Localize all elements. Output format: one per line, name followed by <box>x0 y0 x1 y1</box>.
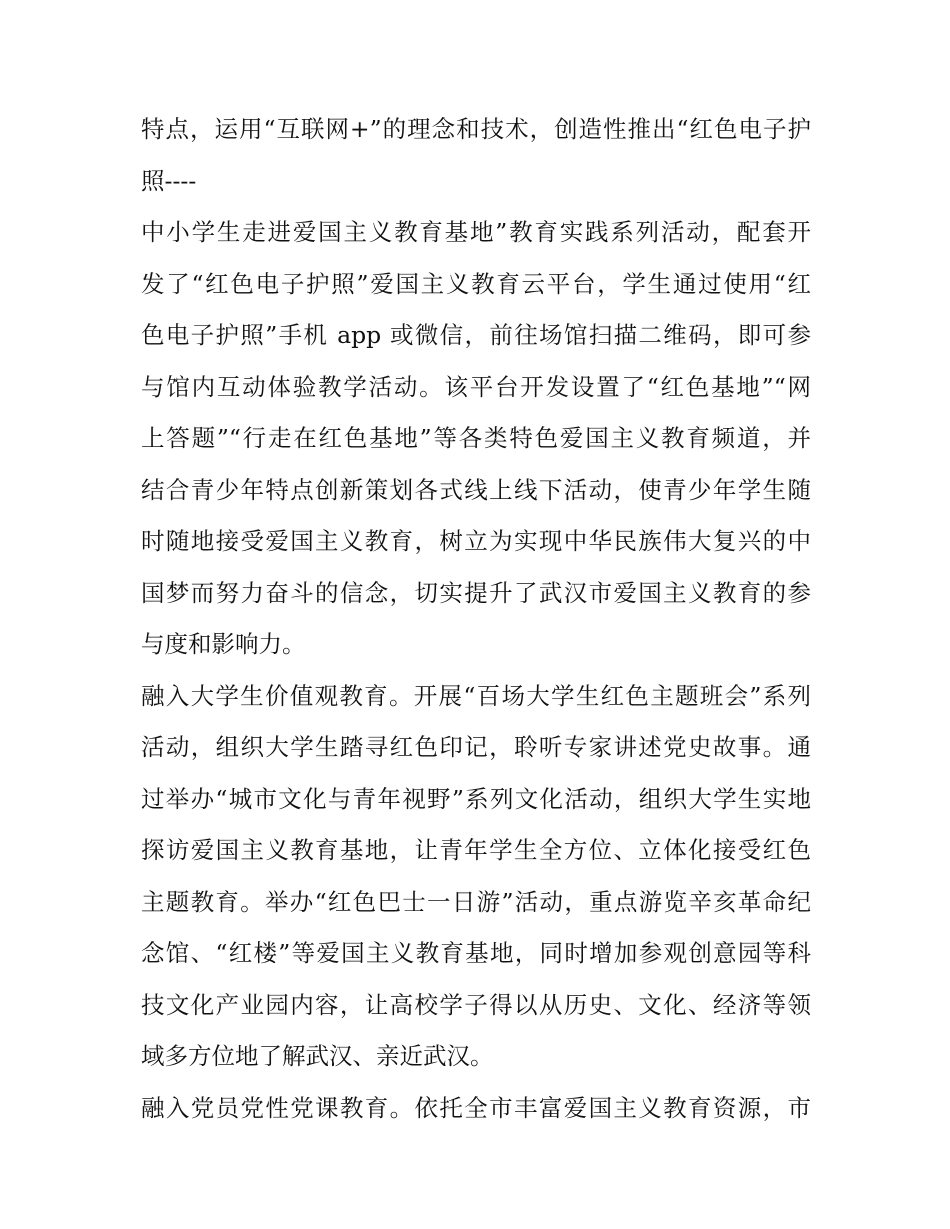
text-line: 与馆内互动体验教学活动。该平台开发设置了“红色基地”“网 <box>141 372 811 401</box>
text-line: 结合青少年特点创新策划各式线上线下活动，使青少年学生随 <box>141 475 811 504</box>
text-line: 国梦而努力奋斗的信念，切实提升了武汉市爱国主义教育的参 <box>141 578 811 607</box>
text-line: 念馆、“红楼”等爱国主义教育基地，同时增加参观创意园等科 <box>141 939 811 967</box>
text-line: 技文化产业园内容，让高校学子得以从历史、文化、经济等领 <box>141 990 811 1019</box>
text-line: 过举办“城市文化与青年视野”系列文化活动，组织大学生实地 <box>141 784 811 813</box>
text-line: 与度和影响力。 <box>141 630 306 658</box>
text-line: 融入大学生价值观教育。开展“百场大学生红色主题班会”系列 <box>141 681 811 710</box>
document-body <box>141 104 811 1134</box>
text-line: 特点，运用“互联网+”的理念和技术，创造性推出“红色电子护 <box>141 115 811 143</box>
text-line: 探访爱国主义教育基地，让青年学生全方位、立体化接受红色 <box>141 836 811 864</box>
text-line: 主题教育。举办“红色巴士一日游”活动，重点游览辛亥革命纪 <box>141 887 811 916</box>
text-line: 融入党员党性党课教育。依托全市丰富爱国主义教育资源，市 <box>141 1093 811 1122</box>
text-line: 域多方位地了解武汉、亲近武汉。 <box>141 1042 494 1070</box>
text-line: 上答题”“行走在红色基地”等各类特色爱国主义教育频道，并 <box>141 424 811 452</box>
text-line: 时随地接受爱国主义教育，树立为实现中华民族伟大复兴的中 <box>141 527 811 555</box>
text-line: 发了“红色电子护照”爱国主义教育云平台，学生通过使用“红 <box>141 269 811 298</box>
text-line: 中小学生走进爱国主义教育基地”教育实践系列活动，配套开 <box>141 218 811 246</box>
text-line: 照---- <box>141 166 197 195</box>
text-line: 活动，组织大学生踏寻红色印记，聆听专家讲述党史故事。通 <box>141 733 811 761</box>
text-line: 色电子护照”手机 app 或微信，前往场馆扫描二维码，即可参 <box>141 321 811 349</box>
